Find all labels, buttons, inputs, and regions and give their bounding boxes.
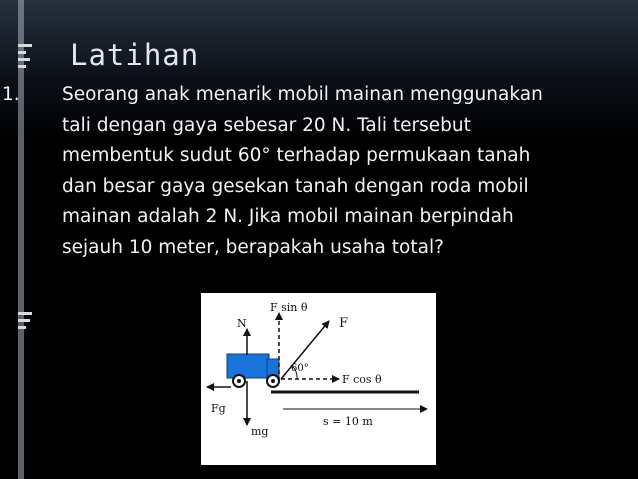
problem-text bbox=[0, 80, 630, 263]
car-wheel-rear-hub bbox=[237, 379, 241, 383]
item-number: 1. bbox=[2, 84, 20, 105]
problem-line: dan besar gaya gesekan tanah dengan roda mobil bbox=[62, 175, 529, 197]
f-sin-label: F sin θ bbox=[270, 301, 308, 314]
problem-line: tali dengan gaya sebesar 20 N. Tali tersebut bbox=[62, 114, 471, 136]
displacement-label: s = 10 m bbox=[323, 415, 373, 428]
toy-car-body bbox=[227, 354, 269, 378]
weight-label: mg bbox=[251, 425, 269, 438]
friction-label: Fg bbox=[211, 402, 226, 415]
applied-force-label: F bbox=[339, 316, 349, 331]
problem-line: Seorang anak menarik mobil mainan menggunakan bbox=[62, 84, 543, 105]
problem-line: mainan adalah 2 N. Jika mobil mainan berpindah bbox=[62, 206, 514, 227]
force-diagram bbox=[201, 293, 436, 465]
problem-line: sejauh 10 meter, berapakah usaha total? bbox=[62, 236, 444, 258]
normal-force-label: N bbox=[237, 317, 247, 330]
edge-stripes-top bbox=[18, 44, 32, 72]
problem-line: membentuk sudut 60° terhadap permukaan tanah bbox=[62, 145, 531, 166]
f-cos-label: F cos θ bbox=[342, 373, 382, 386]
slide-title: Latihan bbox=[70, 38, 200, 72]
angle-label: 60° bbox=[291, 363, 309, 374]
force-diagram-svg bbox=[201, 293, 436, 465]
edge-stripes-middle bbox=[18, 312, 32, 333]
problem-lines bbox=[62, 80, 630, 263]
car-wheel-front-hub bbox=[271, 379, 275, 383]
